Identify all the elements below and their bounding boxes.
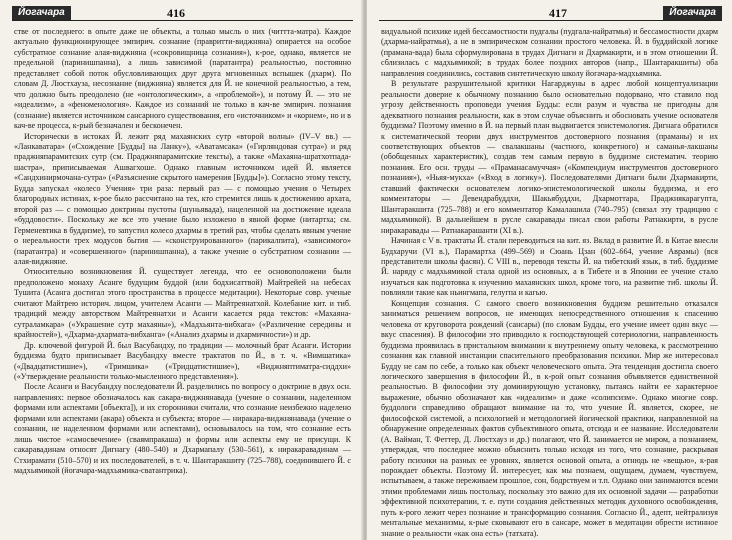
right-page [367, 0, 732, 540]
paragraph: После Асанги и Васубандху последователи Й. разделились по вопросу о доктрине в двух осн. направлениях: первое обозначалось как сакара-виджнянавада (учение о сознании, наделенном формами или аспектами [объекта]), и их сторонники считали, что сознание неизбежно наделено формами или аспектами (акара) объекта и субъекта; второе — ниракара-виджнянавада (учение о сознании, не наделенном формами или аспектами), основывалось на том, что сознание есть лишь чистое «самосвечение» (сваямпракаша) и формы или аспекты ему не присущи. К сакаравадинам относят Дигнагу (480–540) и Дхармапалу (530–561), к ниракаравадинам — Стхирамати (510–570) и их последователей, в т. ч. Шантаракшиту (725–788), соединившего Й. с мадхьямикой (йогачара-мадхьямика-сватантрика). [14, 382, 351, 476]
left-page-header [12, 6, 353, 21]
paragraph: Исторически в истоках Й. лежит ряд махаянских сутр «второй волны» (IV–V вв.) — «Ланкаватара» («Схождение [Будды] на Ланку»), «Аватамсака» («Гирляндовая сутра») и ряд праджняпарамитских сутр (см. Праджняпарамитские тексты), а также «Махаяна-шратхотпада-шастра», приписываемая Ашвагхоше. Однако главным источником идей Й. является «Сандхинирмочана-сутра» («Разъяснение скрытого намерения [Будды]»). Согласно этому тексту, Будда запускал «колесо Учения» три раза: первый раз — с помощью учения о Четырех благородных истинах, к-рое было рассчитано на тех, кто стремится лишь к достижению архата, второй раз — с помощью доктрины пустоты (шуньявада), нацеленной на достижение идеала «буддовости». Поскольку же все это учение было изложено в явной форме (нитартха; см. Герменевтика в буддизме), то запустил колесо дхармы в третий раз, чтобы сделать явным учение о нереальности трех модусов бытия — «сконструированного» (парикалпита), «зависимого» (паратантра) и «совершенного» (паринишпанна), а также учение о субстратном сознании — алая-виджняне. [14, 131, 351, 266]
paragraph: Относительно возникновения Й. существует легенда, что ее основоположени были предположено монаху Асанге будущим буддой (или бодхисаттвой) Майтрейей на небесах Тушита (Асанга достигал этого пространства в процессе медитации). Некоторые совр. ученые считают Майтрею историч. лицом, учителем Асанги — Майтреянатхой. Колебание кит. и тиб. традиций между авторством Майтреянатхи и Асанги касается ряда текстов: «Махаяна-сутраламкара» («Украшение сутр махаяны»), «Мадхьянта-вибхага» («Различение середины и крайностей»), «Дхарма-дхармата-вибханга» («Анализ дхармы и дхармичности») и др. [14, 267, 351, 340]
running-head-title: Йогачара [12, 6, 71, 20]
page-number: 416 [167, 6, 185, 20]
right-page-header [379, 6, 722, 21]
left-page [0, 0, 363, 540]
left-page-body [14, 27, 351, 536]
right-page-body [381, 27, 718, 536]
paragraph: Начиная с V в. трактаты Й. стали переводиться на кит. яз. Вклад в развитие Й. в Китае внесли Будхаручи (VI в.), Парамартха (499–569) и Сюань Цзан (602–664, учение Аврамы) (вся представители школы фасян). С VIII в., переводя тексты Й. на тибетский язык, в тиб. буддизме Й. наряду с мадхьямикой стала одной из основных, а в Тибете и в Японии ее учение стало изучаться как подготовка к изучению махаянских школ, кроме того, на развитие тиб. школы Й. повлияли такие как ньингмапа, гелугпа и кагью. [381, 236, 718, 298]
paragraph: Др. ключевой фигурой Й. был Васубандху, по традиции — молочный брат Асанги. Истории буддизма будто приписывает Васубандху вместе трактатов по Й., в т. ч. «Вимшатика» («Двадцатистишие»), «Тримшика» («Тридцатистишие»), «Виджняптиматра-сиддхи» («Утверждение реальности только-мысленного представления»). [14, 340, 351, 381]
header-rule [12, 20, 353, 21]
paragraph: видуальной психике идей бессамостности пудгалы (пудгала-найратмья) и бессамостности дхарм (дхарма-найратмья), а не в эмпирическом сознании простого человека. Й. в буддийской логике (прамана-вада) была сформулирована в трудах Дигнаги и Дхармакирти, и в этом отношении Й. сблизилась с мадхьямикой; в трудах более поздних авторов (напр., Шантаракшиты) оба направления соединились, составив синтетическую школу йогачара-мадхьямика. [381, 27, 718, 78]
paragraph: стве от последнего: в опыте даже не объекты, а только мысль о них (читтта-матра). Каждое актуально функционирующее эмпирич. сознание (правритти-виджняна) опирается на особое субстратное сознание алая-виджняна («сокровищница сознания»), к-рое, однако, является не предельной (паринишпанна), а лишь зависимой (паратантра) реальностью, постоянно представляет собой поток обусловливающих друг друга мгновенных вспышек (дхарм). По словам Д. Люстхауза, несознание (виджняна) является для Й. не конечной реальностью, а тем, что должно быть преодолено (не «онтологическим», а «проблемой»), и потому Й. — это не «идеализм», а «феноменология». Каждое из сознаний не только в кач-ве эмпирич. познания (сознание) является источником сансарного существования, его «источником» и «корнем», но и в кач-ве процесса, к-рый безначален и бесконечен. [14, 27, 351, 131]
paragraph: Концепция сознания. С самого своего возникновения буддизм решительно отказался заниматься решением вопросов, не имеющих непосредственного отношения к спасению человека от круговорота рождений (сансары) (по словам Будды, его учение имеет один вкус — вкус спасения). В философии это приводило к господствующей сотериологии, направленность буддизма проявилась в пристальном внимании к внутреннему опыту человека, к рассмотрению сознания как главной инстанции спасительного преобразования психики. Мир же интересовал Будду не сам по себе, а только как объект человеческого опыта. Эта тенденция достигла своего логического завершения в философии Й., в к-рой опыт сознания объявляется единственной реальностью. В философии эту доминирующую установку, пытаясь найти ее характерное выражение, обычно обозначают как «идеализм» и даже «солипсизм». Однако многие совр. буддологи справедливо обращают внимание на то, что учение Й. является, скорее, не философской системой, а психологией и методологией йогической практики, направленной на обнаружение определенных фактов субъективного опыта, отсюда и ее название. Исследователи (А. Вайман, Т. Феттер, Д. Люстхауз и др.) полагают, что Й. занимается не миром, а познанием, утверждая, что последнее можно объяснить только исходя из того, что сознание, раскрывая работу психики на разных ее уровнях, является основой опыта, а отнюдь не «вещью», к-рая порождает объекты. Поэтому Й. интересует, как мы познаем, ощущаем, думаем, чувствуем, испытываем, а также переживаем прошлое, сон, бодрствуем и т.п. Однако они занимаются всеми этими проблемами лишь постольку, поскольку это важно для их основной задачи — разработки эффективной психотерапии, т. е. пути создания действенных методик духовного освобождения, путь к-рого лежит через познание и трансформацию сознания. Согласно Й., адепт, нейтрализуя ментальные механизмы, к-рые сковывают его в сансаре, может в медитации обрести истинное знание о реальности «как она есть» (татхата). [381, 298, 718, 538]
header-rule [379, 20, 722, 21]
page-number: 417 [549, 6, 567, 20]
paragraph: В результате разрушительной критики Нагарджуны в адрес любой концептуализации реальности доверие к обычному познанию было основательно подорвано, что ставило под угрозу действенность проповеди учения Будды: если разум и чувства не пригодны для адекватного познания реальности, как в этом случае объяснить и обосновать учение основателя буддизма? Поэтому именно в Й. на первый план выдвигается эпистемология. Дигнага обратился к систематической теории двух инструментов достоверного познания (праманы) и их соответствующих объектов — свалакшаны (частного, конкретного) и саманья-лакшаны (обобщенных характеристик), создав тем самым первую в буддизме систематич. теорию познания. Его осн. труды — «Праманасамуччая» («Компендиум инструментов достоверного познания»), «Ньяя-мукха» («Вход в логику»). Последователями Дигнаги были Дхармакирти, ставший фактически основателем логико-эпистемологической школы буддизма, и его комментаторы — Девендрабуддхи, Шакьябуддхи, Дхармоттара, Праджнякарагупта, Шантаракшита (725–788) и его комментатор Камалашила (740–795) (связал эту традицию с мадхьямикой). В дальнейшем в русле сакаравады писал свои работы Ратнакирти, в русле ниракаравады — Ратнакарашанти (XI в.). [381, 79, 718, 235]
running-head-title: Йогачара [663, 6, 722, 20]
